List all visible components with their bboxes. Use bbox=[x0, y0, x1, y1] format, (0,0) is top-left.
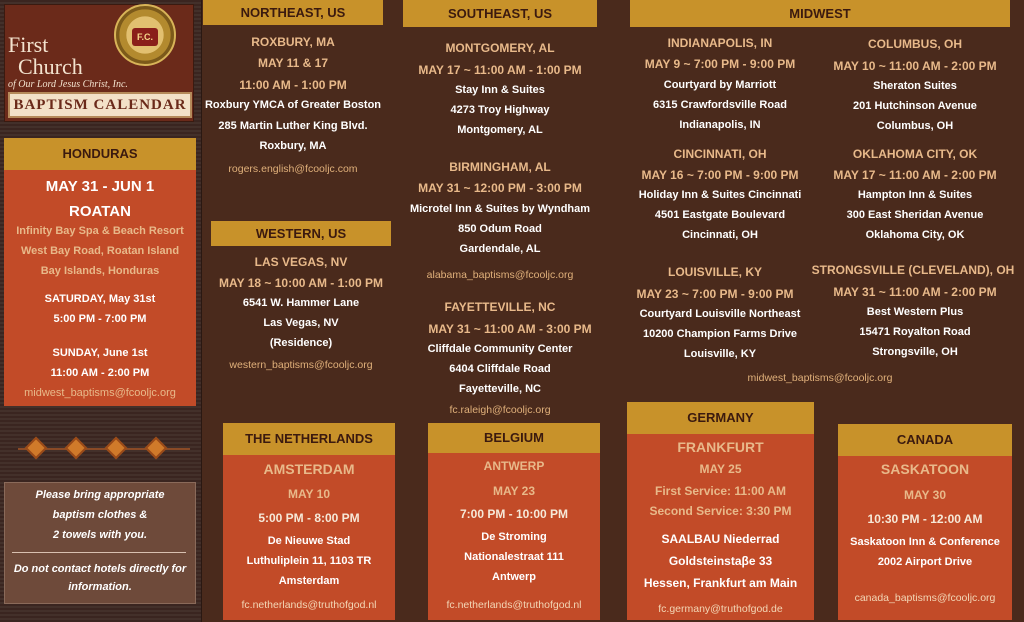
germany-city: FRANKFURT bbox=[677, 439, 764, 455]
southeast-header: SOUTHEAST, US bbox=[403, 0, 597, 27]
indianapolis-datetime: MAY 9 ~ 7:00 PM - 9:00 PM bbox=[644, 57, 796, 71]
canada-time: 10:30 PM - 12:00 AM bbox=[867, 512, 983, 526]
note-divider bbox=[12, 552, 186, 553]
netherlands-citystate: Amsterdam bbox=[278, 575, 340, 587]
montgomery-venue: Stay Inn & Suites bbox=[455, 84, 545, 96]
cincinnati-citystate: Cincinnati, OH bbox=[682, 229, 758, 241]
northeast-address: 285 Martin Luther King Blvd. bbox=[218, 120, 368, 132]
birmingham-city: BIRMINGHAM, AL bbox=[449, 160, 551, 174]
belgium-date: MAY 23 bbox=[492, 484, 536, 498]
honduras-address2: Bay Islands, Honduras bbox=[40, 265, 160, 277]
northeast-citystate: Roxbury, MA bbox=[259, 140, 327, 152]
belgium-city: ANTWERP bbox=[483, 459, 545, 473]
canada-address: 2002 Airport Drive bbox=[877, 556, 973, 568]
church-name-first: First bbox=[8, 32, 49, 57]
columbus-venue: Sheraton Suites bbox=[873, 80, 957, 92]
louisville-address: 10200 Champion Farms Drive bbox=[642, 328, 798, 340]
fayetteville-email[interactable]: fc.raleigh@fcooljc.org bbox=[449, 404, 551, 416]
montgomery-city: MONTGOMERY, AL bbox=[445, 41, 555, 55]
germany-venue: SAALBAU Niederrad bbox=[661, 532, 780, 546]
netherlands-header: THE NETHERLANDS bbox=[223, 423, 395, 455]
canada-email[interactable]: canada_baptisms@fcooljc.org bbox=[854, 592, 996, 604]
fayetteville-citystate: Fayetteville, NC bbox=[459, 383, 541, 395]
fayetteville-address: 6404 Cliffdale Road bbox=[449, 363, 551, 375]
western-venue: (Residence) bbox=[269, 337, 333, 349]
netherlands-date: MAY 10 bbox=[287, 487, 331, 501]
northeast-venue: Roxbury YMCA of Greater Boston bbox=[204, 99, 382, 111]
birmingham-datetime: MAY 31 ~ 12:00 PM - 3:00 PM bbox=[418, 181, 582, 195]
honduras-day2: SUNDAY, June 1st bbox=[52, 347, 148, 359]
honduras-venue: Infinity Bay Spa & Beach Resort bbox=[16, 225, 184, 237]
church-name-rest: of Our Lord Jesus Christ, Inc. bbox=[8, 79, 128, 90]
honduras-dates: MAY 31 - JUN 1 bbox=[45, 178, 155, 195]
strongsville-city: STRONGSVILLE (CLEVELAND), OH bbox=[811, 263, 1015, 277]
note-line-1: Please bring appropriate bbox=[35, 489, 165, 501]
cincinnati-address: 4501 Eastgate Boulevard bbox=[654, 209, 786, 221]
note-line-2: baptism clothes & bbox=[52, 509, 148, 521]
oklahoma-venue: Hampton Inn & Suites bbox=[857, 189, 973, 201]
germany-citystate: Hessen, Frankfurt am Main bbox=[643, 576, 798, 590]
strongsville-datetime: MAY 31 ~ 11:00 AM - 2:00 PM bbox=[833, 285, 997, 299]
western-datetime: MAY 18 ~ 10:00 AM - 1:00 PM bbox=[219, 276, 383, 290]
honduras-email[interactable]: midwest_baptisms@fcooljc.org bbox=[24, 387, 176, 399]
oklahoma-citystate: Oklahoma City, OK bbox=[865, 229, 965, 241]
church-name bbox=[8, 34, 183, 90]
birmingham-email[interactable]: alabama_baptisms@fcooljc.org bbox=[426, 269, 574, 281]
belgium-email[interactable]: fc.netherlands@truthofgod.nl bbox=[446, 599, 582, 611]
honduras-header: HONDURAS bbox=[4, 138, 196, 170]
montgomery-citystate: Montgomery, AL bbox=[457, 124, 543, 136]
germany-service1: First Service: 11:00 AM bbox=[655, 484, 786, 498]
oklahoma-datetime: MAY 17 ~ 11:00 AM - 2:00 PM bbox=[833, 168, 997, 182]
indianapolis-address: 6315 Crawfordsville Road bbox=[653, 99, 787, 111]
germany-header: GERMANY bbox=[627, 402, 814, 434]
western-header: WESTERN, US bbox=[211, 221, 391, 246]
belgium-venue: De Stroming bbox=[481, 531, 547, 543]
canada-header: CANADA bbox=[838, 424, 1012, 456]
birmingham-address: 850 Odum Road bbox=[458, 223, 542, 235]
netherlands-email[interactable]: fc.netherlands@truthofgod.nl bbox=[241, 599, 377, 611]
oklahoma-address: 300 East Sheridan Avenue bbox=[846, 209, 984, 221]
indianapolis-venue: Courtyard by Marriott bbox=[663, 79, 777, 91]
belgium-address: Nationalestraat 111 bbox=[464, 551, 564, 563]
indianapolis-city: INDIANAPOLIS, IN bbox=[667, 36, 773, 50]
honduras-day1: SATURDAY, May 31st bbox=[44, 293, 156, 305]
fayetteville-datetime: MAY 31 ~ 11:00 AM - 3:00 PM bbox=[428, 322, 592, 336]
northeast-city: ROXBURY, MA bbox=[251, 35, 335, 49]
note-line-5: information. bbox=[68, 581, 132, 593]
louisville-venue: Courtyard Louisville Northeast bbox=[639, 308, 801, 320]
netherlands-time: 5:00 PM - 8:00 PM bbox=[258, 511, 360, 525]
northeast-header: NORTHEAST, US bbox=[203, 0, 383, 25]
note-line-4: Do not contact hotels directly for bbox=[13, 563, 187, 575]
western-city: LAS VEGAS, NV bbox=[254, 255, 348, 269]
columbus-address: 201 Hutchinson Avenue bbox=[853, 100, 977, 112]
birmingham-venue: Microtel Inn & Suites by Wyndham bbox=[409, 203, 591, 215]
belgium-citystate: Antwerp bbox=[492, 571, 536, 583]
honduras-time2: 11:00 AM - 2:00 PM bbox=[50, 367, 150, 379]
oklahoma-city: OKLAHOMA CITY, OK bbox=[852, 147, 978, 161]
seal-label: F.C. bbox=[132, 28, 158, 46]
honduras-city: ROATAN bbox=[69, 203, 131, 220]
germany-address: Goldsteinstaβe 33 bbox=[668, 554, 773, 568]
birmingham-citystate: Gardendale, AL bbox=[459, 243, 541, 255]
honduras-address1: West Bay Road, Roatan Island bbox=[20, 245, 180, 257]
netherlands-city: AMSTERDAM bbox=[263, 461, 355, 477]
honduras-time1: 5:00 PM - 7:00 PM bbox=[53, 313, 147, 325]
netherlands-venue: De Nieuwe Stad bbox=[267, 535, 351, 547]
germany-date: MAY 25 bbox=[699, 462, 742, 476]
note-line-3: 2 towels with you. bbox=[52, 529, 148, 541]
columbus-datetime: MAY 10 ~ 11:00 AM - 2:00 PM bbox=[833, 59, 997, 73]
western-citystate: Las Vegas, NV bbox=[263, 317, 339, 329]
columbus-city: COLUMBUS, OH bbox=[868, 37, 962, 51]
netherlands-address: Luthuliplein 11, 1103 TR bbox=[246, 555, 372, 567]
western-address: 6541 W. Hammer Lane bbox=[242, 297, 360, 309]
germany-email[interactable]: fc.germany@truthofgod.de bbox=[658, 603, 783, 615]
western-email[interactable]: western_baptisms@fcooljc.org bbox=[229, 359, 373, 371]
cincinnati-city: CINCINNATI, OH bbox=[673, 147, 767, 161]
indianapolis-citystate: Indianapolis, IN bbox=[679, 119, 761, 131]
fayetteville-city: FAYETTEVILLE, NC bbox=[444, 300, 556, 314]
northeast-email[interactable]: rogers.english@fcooljc.com bbox=[228, 163, 358, 175]
germany-service2: Second Service: 3:30 PM bbox=[649, 504, 792, 518]
northeast-dates: MAY 11 & 17 bbox=[257, 56, 329, 70]
columbus-citystate: Columbus, OH bbox=[876, 120, 954, 132]
midwest-header: MIDWEST bbox=[630, 0, 1010, 27]
baptism-calendar-banner: BAPTISM CALENDAR bbox=[8, 92, 192, 118]
cincinnati-datetime: MAY 16 ~ 7:00 PM - 9:00 PM bbox=[641, 168, 799, 182]
church-name-church: Church bbox=[18, 54, 83, 79]
canada-city: SASKATOON bbox=[880, 461, 970, 477]
montgomery-address: 4273 Troy Highway bbox=[450, 104, 550, 116]
belgium-header: BELGIUM bbox=[428, 423, 600, 453]
cincinnati-venue: Holiday Inn & Suites Cincinnati bbox=[638, 189, 802, 201]
strongsville-address: 15471 Royalton Road bbox=[859, 326, 971, 338]
canada-venue: Saskatoon Inn & Conference bbox=[850, 536, 1000, 548]
strongsville-citystate: Strongsville, OH bbox=[872, 346, 958, 358]
northeast-time: 11:00 AM - 1:00 PM bbox=[239, 78, 347, 92]
louisville-datetime: MAY 23 ~ 7:00 PM - 9:00 PM bbox=[636, 287, 794, 301]
strongsville-venue: Best Western Plus bbox=[866, 306, 964, 318]
midwest-email[interactable]: midwest_baptisms@fcooljc.org bbox=[747, 372, 893, 384]
louisville-city: LOUISVILLE, KY bbox=[667, 265, 762, 279]
canada-date: MAY 30 bbox=[903, 488, 947, 502]
fayetteville-venue: Cliffdale Community Center bbox=[427, 343, 573, 355]
belgium-time: 7:00 PM - 10:00 PM bbox=[459, 507, 569, 521]
louisville-citystate: Louisville, KY bbox=[683, 348, 757, 360]
montgomery-datetime: MAY 17 ~ 11:00 AM - 1:00 PM bbox=[418, 63, 582, 77]
